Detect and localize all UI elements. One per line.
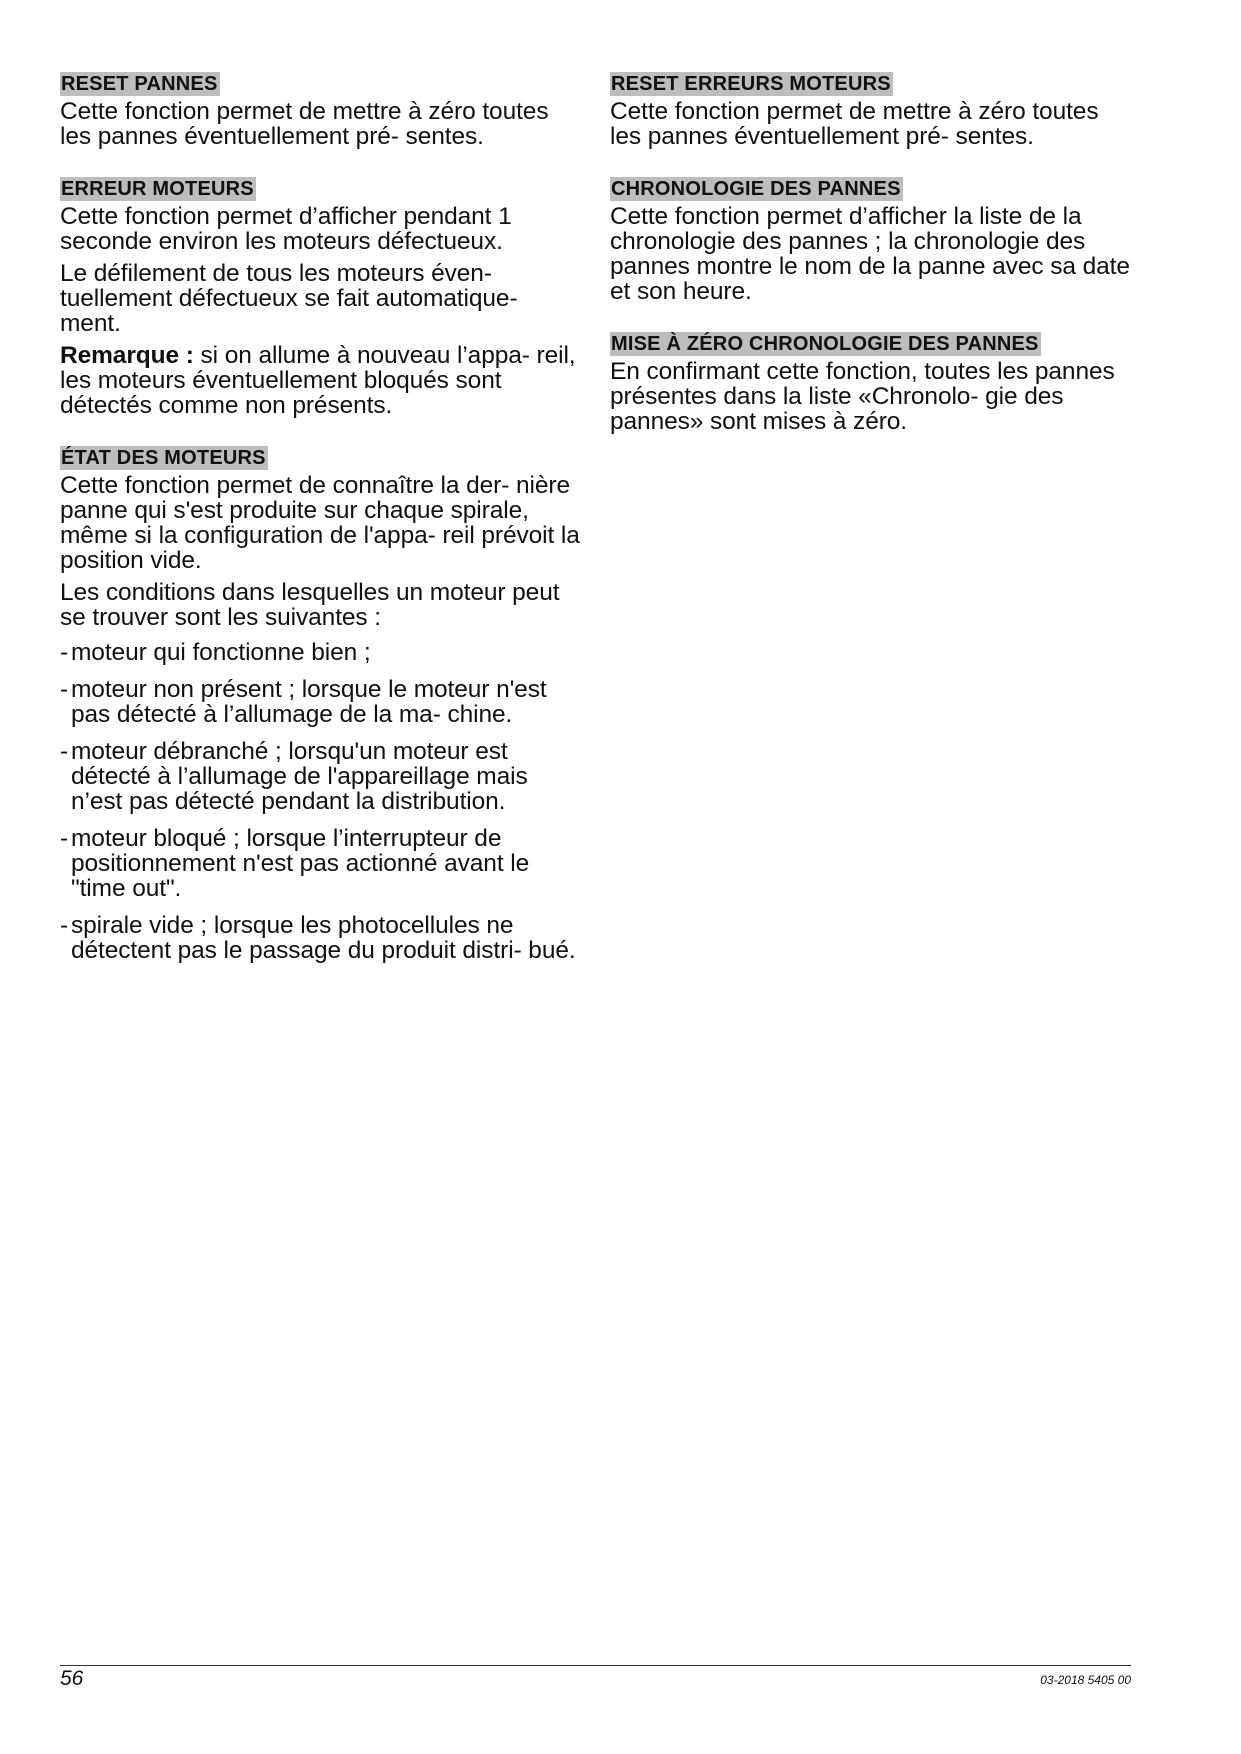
section-paragraph: Le défilement de tous les moteurs éven- tuellement défectueux se fait automatique- ment. <box>60 260 518 337</box>
list-item-text: moteur qui fonctionne bien ; <box>71 639 371 666</box>
dash-bullet: - <box>60 825 69 852</box>
left-column <box>60 72 580 991</box>
section-paragraph: Cette fonction permet d’afficher pendant 1 seconde environ les moteurs défectueux. <box>60 203 512 255</box>
section-paragraph: Cette fonction permet de connaître la der- nière panne qui s'est produite sur chaque spirale, même si la configuration de l'appa- reil prévoit la position vide. <box>60 472 580 574</box>
dash-bullet: - <box>60 912 69 939</box>
section-heading: ERREUR MOTEURS <box>61 178 254 200</box>
section-erreur-moteurs <box>60 177 580 418</box>
list-item <box>60 913 580 963</box>
section-heading: RESET ERREURS MOTEURS <box>611 73 891 95</box>
list-item <box>60 677 580 727</box>
list-item <box>60 739 580 814</box>
section-paragraph: En confirmant cette fonction, toutes les pannes présentes dans la liste «Chronolo- gie des pannes» sont mises à zéro. <box>610 358 1115 435</box>
section-paragraph: Cette fonction permet d’afficher la liste de la chronologie des pannes ; la chronologie des pannes montre le nom de la panne avec sa date et son heure. <box>610 203 1130 305</box>
footer-divider <box>60 1665 1131 1666</box>
remark-label: Remarque : <box>60 342 194 369</box>
section-reset-pannes <box>60 72 580 149</box>
remark-paragraph <box>60 343 580 418</box>
dash-bullet: - <box>60 639 69 666</box>
section-paragraph: Les conditions dans lesquelles un moteur peut se trouver sont les suivantes : <box>60 579 560 631</box>
section-chronologie-des-pannes <box>610 177 1130 304</box>
section-paragraph: Cette fonction permet de mettre à zéro toutes les pannes éventuellement pré- sentes. <box>610 98 1099 150</box>
section-heading: MISE À ZÉRO CHRONOLOGIE DES PANNES <box>611 333 1039 355</box>
section-paragraph: Cette fonction permet de mettre à zéro toutes les pannes éventuellement pré- sentes. <box>60 98 549 150</box>
list-item-text: moteur non présent ; lorsque le moteur n'est pas détecté à l’allumage de la ma- chine. <box>71 676 547 728</box>
remark-text: si on allume à nouveau l’appa- reil, les moteurs éventuellement bloqués sont détectés comme non présents. <box>60 342 576 419</box>
page-number: 56 <box>60 1667 84 1690</box>
list-item-text: spirale vide ; lorsque les photocellules ne détectent pas le passage du produit distri- bué. <box>71 912 576 964</box>
section-mise-a-zero-chronologie <box>610 332 1130 434</box>
list-item <box>60 826 580 901</box>
dash-bullet: - <box>60 676 69 703</box>
section-etat-des-moteurs <box>60 446 580 963</box>
motor-conditions-list <box>60 640 580 963</box>
section-heading: CHRONOLOGIE DES PANNES <box>611 178 901 200</box>
section-reset-erreurs-moteurs <box>610 72 1130 149</box>
right-column <box>610 72 1130 462</box>
section-heading: ÉTAT DES MOTEURS <box>61 447 266 469</box>
list-item-text: moteur débranché ; lorsqu'un moteur est détecté à l’allumage de l'appareillage mais n’est pas détecté pendant la distribution. <box>71 738 528 815</box>
section-heading: RESET PANNES <box>61 73 218 95</box>
dash-bullet: - <box>60 738 69 765</box>
list-item-text: moteur bloqué ; lorsque l’interrupteur de positionnement n'est pas actionné avant le "time out". <box>71 825 530 902</box>
list-item <box>60 640 580 665</box>
document-code: 03-2018 5405 00 <box>1040 1673 1131 1687</box>
